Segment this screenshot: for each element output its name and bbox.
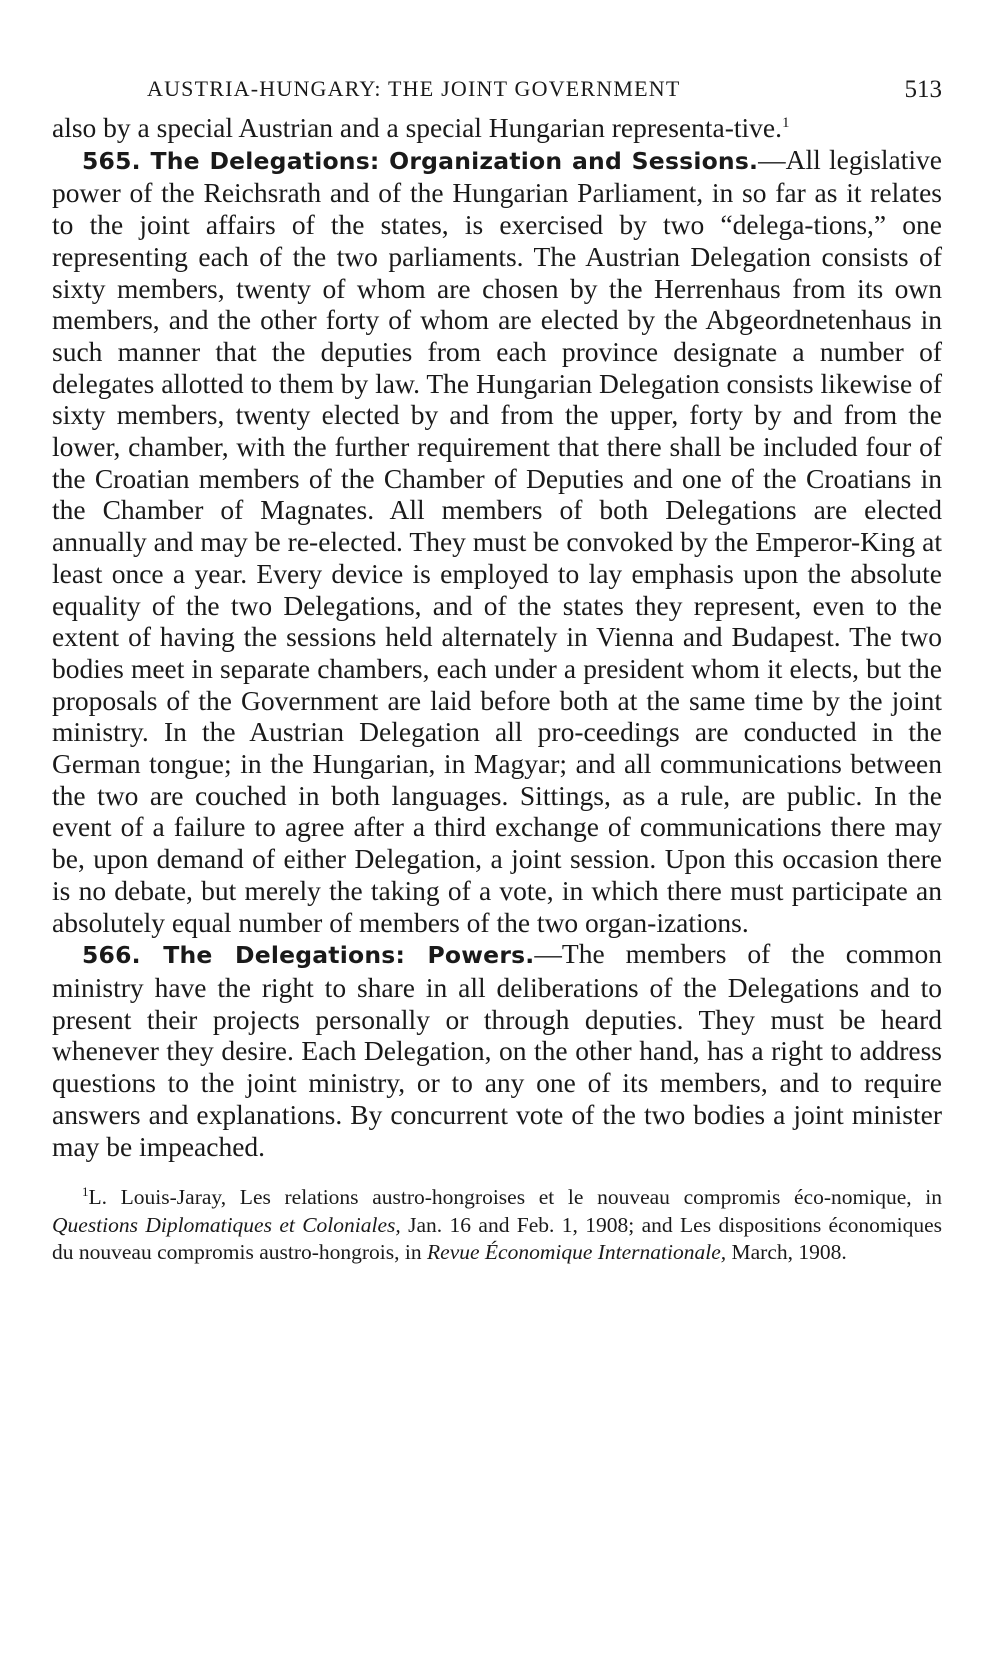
document-page bbox=[52, 72, 942, 1267]
footnote-ref: 1 bbox=[782, 115, 790, 131]
carryover-paragraph bbox=[52, 112, 942, 144]
footnote-marker: 1 bbox=[82, 1184, 89, 1200]
footnote-text: March, 1908. bbox=[726, 1240, 847, 1265]
page-number: 513 bbox=[904, 76, 942, 103]
section-number: 565. bbox=[82, 146, 141, 175]
footnote bbox=[52, 1184, 942, 1267]
section-number: 566. bbox=[82, 941, 141, 970]
footnote-text: L. Louis-Jaray, Les relations austro-hongroises et le nouveau compromis éco-nomique, in bbox=[88, 1185, 942, 1210]
section-566-text: —The members of the common ministry have the right to share in all deliberations of the Delegations and to present their projects personally or through deputies. They must be heard whenever they desire. Each Delegation, on the other hand, has a right to address questions to the joint ministry, or to any one of its members, and to require answers and explanations. By concurrent vote of the two bodies a joint minister may be impeached. bbox=[52, 938, 942, 1162]
page-header bbox=[52, 72, 942, 112]
carryover-text: also by a special Austrian and a special Hungarian representa-tive. bbox=[52, 112, 782, 143]
section-565-paragraph bbox=[52, 144, 942, 939]
section-title: The Delegations: Organization and Sessions. bbox=[150, 146, 759, 175]
section-565-text: —All legislative power of the Reichsrath and of the Hungarian Parliament, in so far as it relates to the joint affairs of the states, is exercised by two “delega-tions,” one representing each of the two parliaments. The Austrian Delegation consists of sixty members, twenty of whom are chosen by the Herrenhaus from its own members, and the other forty of whom are elected by the Abgeordnetenhaus in such manner that the deputies from each province designate a number of delegates allotted to them by law. The Hungarian Delegation consists likewise of sixty members, twenty elected by and from the upper, forty by and from the lower, chamber, with the further requirement that there shall be included four of the Croatian members of the Chamber of Deputies and one of the Croatians in the Chamber of Magnates. All members of both Delegations are elected annually and may be re-elected. They must be convoked by the Emperor-King at least once a year. Every device is employed to lay emphasis upon the absolute equality of the two Delegations, and of the states they represent, even to the extent of having the sessions held alternately in Vienna and Budapest. The two bodies meet in separate chambers, each under a president whom it elects, but the proposals of the Government are laid before both at the same time by the joint ministry. In the Austrian Delegation all pro-ceedings are conducted in the German tongue; in the Hungarian, in Magyar; and all communications between the two are couched in both languages. Sittings, as a rule, are public. In the event of a failure to agree after a third exchange of communications there may be, upon demand of either Delegation, a joint session. Upon this occasion there is no debate, but merely the taking of a vote, in which there must participate an absolutely equal number of members of the two organ-izations. bbox=[52, 143, 943, 938]
section-title: The Delegations: Powers. bbox=[163, 941, 535, 970]
section-566-paragraph bbox=[52, 938, 942, 1162]
running-title: AUSTRIA-HUNGARY: THE JOINT GOVERNMENT bbox=[147, 76, 681, 101]
section-566-heading bbox=[82, 941, 534, 969]
section-565-heading bbox=[82, 147, 758, 175]
footnote-text: Jan. 16 and Feb. 1, 1908; and Les dispositions économiques du nouveau compromis austro-hongrois, in bbox=[52, 1212, 942, 1265]
footnote-journal-title: Revue Économique Internationale, bbox=[427, 1240, 727, 1265]
footnote-journal-title: Questions Diplomatiques et Coloniales, bbox=[52, 1212, 401, 1237]
body-text bbox=[52, 112, 942, 1162]
